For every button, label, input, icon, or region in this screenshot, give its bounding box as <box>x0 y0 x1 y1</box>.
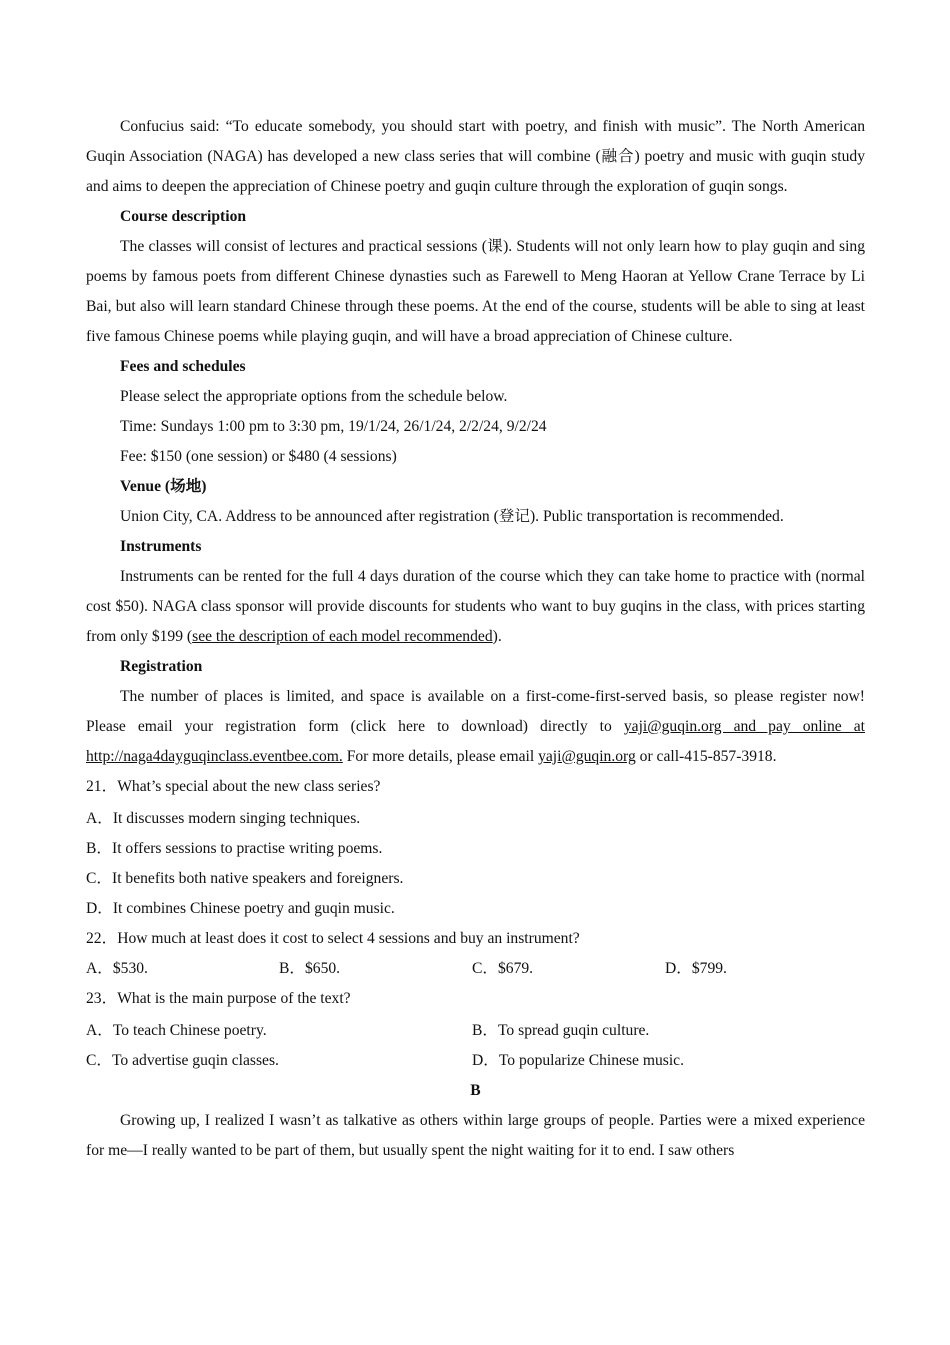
instruments-heading: Instruments <box>120 538 202 555</box>
document-page <box>86 112 865 1166</box>
registration-text-after: or call-415-857-3918. <box>635 748 777 765</box>
registration-text-before: The number of places is limited, and space is available on a first-come-first-served basis, so please register now! Please email your registration form (click here to download) directly to <box>86 688 865 735</box>
question-22-option-d[interactable]: D．$799. <box>665 960 727 977</box>
question-23-options-row-2 <box>86 1046 865 1076</box>
venue-heading: Venue (场地) <box>120 478 207 495</box>
question-22-option-c[interactable]: C．$679. <box>472 960 534 977</box>
question-21-option-a[interactable]: A．It discusses modern singing techniques. <box>86 810 361 827</box>
question-23-option-c[interactable]: C．To advertise guqin classes. <box>86 1052 279 1069</box>
question-21-option-c[interactable]: C．It benefits both native speakers and foreigners. <box>86 870 404 887</box>
question-21-option-d[interactable]: D．It combines Chinese poetry and guqin music. <box>86 900 395 917</box>
section-b-paragraph: Growing up, I realized I wasn’t as talkative as others within large groups of people. Parties were a mixed experience for me—I really wanted to be part of them, but usually spent the night waiting for it to end. I saw others <box>86 1112 865 1159</box>
contact-email-link[interactable]: yaji@guqin.org <box>538 748 636 765</box>
question-21-option-b[interactable]: B．It offers sessions to practise writing poems. <box>86 840 383 857</box>
registration-text-middle: For more details, please email <box>342 748 539 765</box>
instruments-text-after: ). <box>492 628 502 645</box>
section-b-label: B <box>470 1082 481 1099</box>
venue-text: Union City, CA. Address to be announced after registration (登记). Public transportation is recommended. <box>120 508 784 525</box>
course-heading: Course description <box>120 208 247 225</box>
fees-time-text: Time: Sundays 1:00 pm to 3:30 pm, 19/1/24, 26/1/24, 2/2/24, 9/2/24 <box>120 418 547 435</box>
question-23-option-b[interactable]: B．To spread guqin culture. <box>472 1022 650 1039</box>
fees-select-text: Please select the appropriate options from the schedule below. <box>120 388 508 405</box>
instruments-text-before: Instruments can be rented for the full 4 days duration of the course which they can take home to practice with (normal cost $50). NAGA class sponsor will provide discounts for students who want to buy guqins in the class, with prices starting from only $199 ( <box>86 568 865 645</box>
question-22-options <box>86 954 865 984</box>
model-description-link[interactable]: see the description of each model recommended <box>192 628 493 645</box>
question-22-stem: 22．How much at least does it cost to select 4 sessions and buy an instrument? <box>86 930 580 947</box>
registration-paragraph <box>86 682 865 772</box>
fees-fee-text: Fee: $150 (one session) or $480 (4 sessions) <box>120 448 397 465</box>
question-22-option-a[interactable]: A．$530. <box>86 960 148 977</box>
registration-heading: Registration <box>120 658 203 675</box>
question-23-options-row-1 <box>86 1016 865 1046</box>
intro-paragraph: Confucius said: “To educate somebody, you should start with poetry, and finish with music”. The North American Guqin Association (NAGA) has developed a new class series that will combine (融合) poetry and music with guqin study and aims to deepen the appreciation of Chinese poetry and guqin culture through the exploration of guqin songs. <box>86 118 865 195</box>
course-paragraph: The classes will consist of lectures and practical sessions (课). Students will not only learn how to play guqin and sing poems by famous poets from different Chinese dynasties such as Farewell to Meng Haoran at Yellow Crane Terrace by Li Bai, but also will learn standard Chinese through these poems. At the end of the course, students will be able to sing at least five famous Chinese poems while playing guqin, and will have a broad appreciation of Chinese culture. <box>86 238 865 345</box>
fees-heading: Fees and schedules <box>120 358 246 375</box>
registration-email-link[interactable]: yaji@guqin.org and pay online at http://naga4dayguqinclass.eventbee.com. <box>86 718 865 765</box>
question-23-stem: 23．What is the main purpose of the text? <box>86 990 351 1007</box>
question-23-option-a[interactable]: A．To teach Chinese poetry. <box>86 1022 267 1039</box>
instruments-paragraph <box>86 562 865 652</box>
question-21-stem: 21．What’s special about the new class series? <box>86 778 381 795</box>
question-22-option-b[interactable]: B．$650. <box>279 960 341 977</box>
question-23-option-d[interactable]: D．To popularize Chinese music. <box>472 1052 684 1069</box>
